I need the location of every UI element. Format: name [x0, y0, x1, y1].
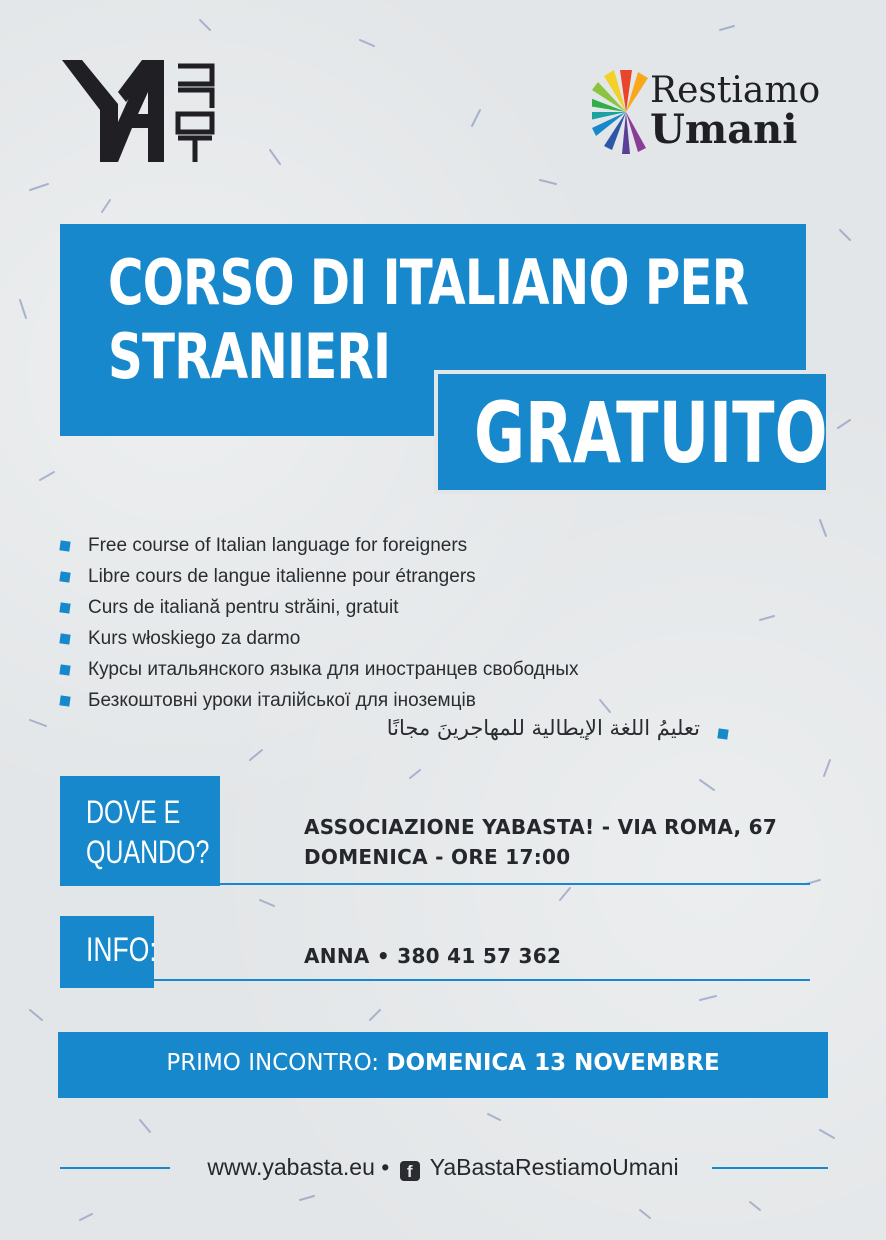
color-burst-icon [592, 62, 656, 162]
list-item: Free course of Italian language for foreigners [60, 530, 579, 561]
title-line-2: STRANIERI [108, 320, 391, 393]
bullet-icon [59, 695, 70, 706]
where-when-underline [220, 883, 810, 885]
restiamo-umani-logo [592, 62, 832, 162]
list-item: Curs de italiană pentru străini, gratuit [60, 592, 579, 623]
where-when-label: DOVE E QUANDO? [86, 794, 210, 870]
facebook-icon: f [400, 1161, 420, 1181]
bullet-icon [59, 633, 70, 644]
info-label: INFO: [86, 931, 157, 969]
website-link[interactable]: www.yabasta.eu [207, 1154, 375, 1180]
arabic-line: تعليمُ اللغة الإيطالية للمهاجرينَ مجانًا [386, 716, 700, 740]
bullet-icon [717, 728, 728, 739]
language-list [60, 530, 579, 716]
umani-text: Umani [650, 106, 798, 153]
bullet-icon [59, 571, 70, 582]
footer-separator: • [381, 1154, 390, 1180]
info-underline [154, 979, 810, 981]
title-line-1: CORSO DI ITALIANO PER [108, 246, 749, 319]
footer [0, 1154, 886, 1181]
time-text: DOMENICA - ORE 17:00 [304, 845, 571, 869]
facebook-link[interactable]: YaBastaRestiamoUmani [429, 1154, 679, 1180]
first-meeting-prefix: PRIMO INCONTRO: [166, 1050, 380, 1076]
gratuito-label: GRATUITO [474, 384, 828, 482]
list-item: Курсы итальянского языка для иностранцев свободных [60, 654, 579, 685]
list-item: Безкоштовні уроки італійської для іноземців [60, 685, 579, 716]
bullet-icon [59, 540, 70, 551]
bullet-icon [59, 664, 70, 675]
first-meeting-text [0, 1050, 886, 1076]
first-meeting-date: DOMENICA 13 NOVEMBRE [386, 1050, 720, 1076]
restiamo-text: Restiamo [650, 70, 821, 111]
contact-text: ANNA • 380 41 57 362 [304, 944, 562, 968]
list-item: Libre cours de langue italienne pour étrangers [60, 561, 579, 592]
bullet-icon [59, 602, 70, 613]
yabasta-logo [60, 58, 220, 164]
list-item: Kurs włoskiego za darmo [60, 623, 579, 654]
address-text: ASSOCIAZIONE YABASTA! - VIA ROMA, 67 [304, 815, 778, 839]
